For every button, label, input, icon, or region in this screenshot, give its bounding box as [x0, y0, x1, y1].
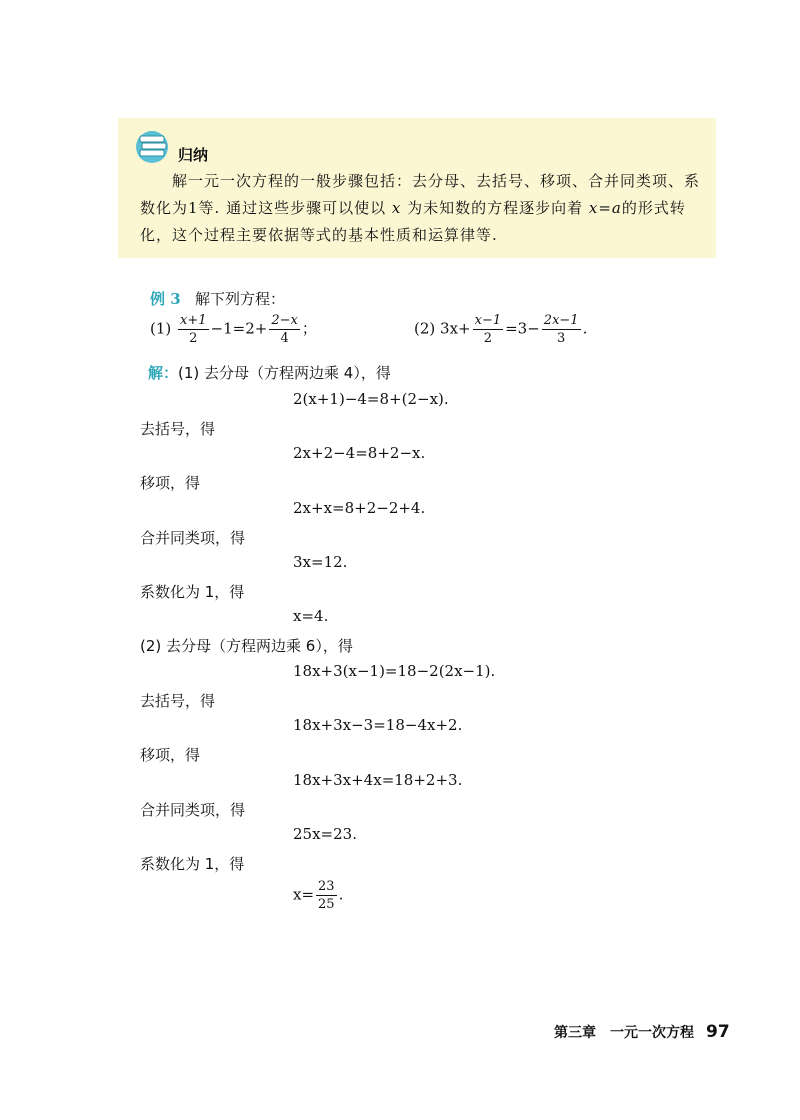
problem-2-middle: =3− — [505, 319, 540, 338]
part-2-equation-5-end: . — [338, 885, 344, 904]
problem-1 — [150, 314, 317, 345]
page-number: 97 — [706, 1022, 730, 1042]
page-footer — [554, 1022, 730, 1042]
problem-2-fraction-1 — [473, 314, 504, 345]
problem-2-prefix: 3x+ — [440, 319, 471, 338]
part-2-equation-5-prefix: x= — [293, 885, 315, 904]
part-2-step-5: 系数化为 1，得 — [140, 855, 245, 873]
summary-text-a: 解一元一次方程的一般步骤包括：去分母、去括号、移项、合并同类项、系数化为1等. 通过这些步骤可以使以 — [140, 172, 701, 217]
summary-box — [118, 118, 716, 258]
part-2-equation-5 — [293, 880, 343, 911]
part-1-step-4: 合并同类项，得 — [140, 529, 246, 547]
fraction-numerator: 2−x — [271, 313, 298, 328]
summary-var-x: x — [391, 199, 402, 217]
part-2-step-4: 合并同类项，得 — [140, 801, 246, 819]
solution-part-2-intro: (2) 去分母（方程两边乘 6），得 — [140, 637, 353, 655]
part-2-equation-5-fraction — [316, 880, 337, 911]
fraction-numerator: x−1 — [474, 313, 502, 328]
part-1-equation-2: 2x+2−4=8+2−x. — [293, 444, 426, 462]
fraction-numerator: 23 — [318, 879, 335, 894]
problem-2-tag: (2) — [414, 319, 436, 338]
part-2-equation-2: 18x+3x−3=18−4x+2. — [293, 716, 463, 734]
fraction-numerator: 2x−1 — [543, 313, 579, 328]
summary-title: 归纳 — [178, 146, 209, 164]
part-2-equation-3: 18x+3x+4x=18+2+3. — [293, 771, 463, 789]
summary-text-c: 的形式转化，这个过程主要依据等式的基本性质和运算律等. — [140, 199, 686, 244]
example-label: 例 3 — [150, 290, 181, 308]
problem-1-tag: (1) — [150, 319, 172, 338]
part-1-intro-text: (1) 去分母（方程两边乘 4），得 — [178, 364, 391, 382]
solution-part-1-intro — [148, 362, 391, 383]
fraction-denominator: 3 — [557, 331, 566, 346]
problem-2-end: . — [582, 319, 588, 338]
book-stack-icon — [134, 130, 172, 166]
fraction-denominator: 25 — [318, 897, 335, 912]
summary-text — [140, 168, 700, 249]
solution-label: 解： — [148, 364, 179, 382]
problem-1-middle: −1=2+ — [210, 319, 268, 338]
part-1-step-3: 移项，得 — [140, 474, 201, 492]
fraction-denominator: 2 — [483, 331, 492, 346]
part-1-equation-4: 3x=12. — [293, 553, 348, 571]
problem-2-fraction-2 — [542, 314, 581, 345]
chapter-title: 第三章 一元一次方程 — [554, 1025, 694, 1041]
part-2-step-3: 移项，得 — [140, 746, 201, 764]
summary-text-b: 为未知数的方程逐步向着 — [401, 199, 589, 217]
problem-1-end: ； — [301, 319, 317, 338]
part-1-equation-1: 2(x+1)−4=8+(2−x). — [293, 390, 449, 408]
fraction-numerator: x+1 — [180, 313, 207, 328]
part-2-equation-1: 18x+3(x−1)=18−2(2x−1). — [293, 662, 496, 680]
summary-eq-x-a: x=a — [588, 199, 622, 217]
example-prompt: 解下列方程： — [194, 290, 285, 308]
example-heading — [150, 288, 285, 309]
fraction-denominator: 2 — [189, 331, 198, 346]
problem-1-fraction-2 — [269, 314, 300, 345]
part-2-equation-4: 25x=23. — [293, 825, 357, 843]
problem-1-fraction-1 — [178, 314, 209, 345]
part-1-step-2: 去括号，得 — [140, 420, 216, 438]
part-1-equation-5: x=4. — [293, 607, 329, 625]
problem-2 — [414, 314, 587, 345]
part-1-step-5: 系数化为 1，得 — [140, 583, 245, 601]
part-2-step-2: 去括号，得 — [140, 692, 216, 710]
part-1-equation-3: 2x+x=8+2−2+4. — [293, 499, 426, 517]
fraction-denominator: 4 — [280, 331, 289, 346]
